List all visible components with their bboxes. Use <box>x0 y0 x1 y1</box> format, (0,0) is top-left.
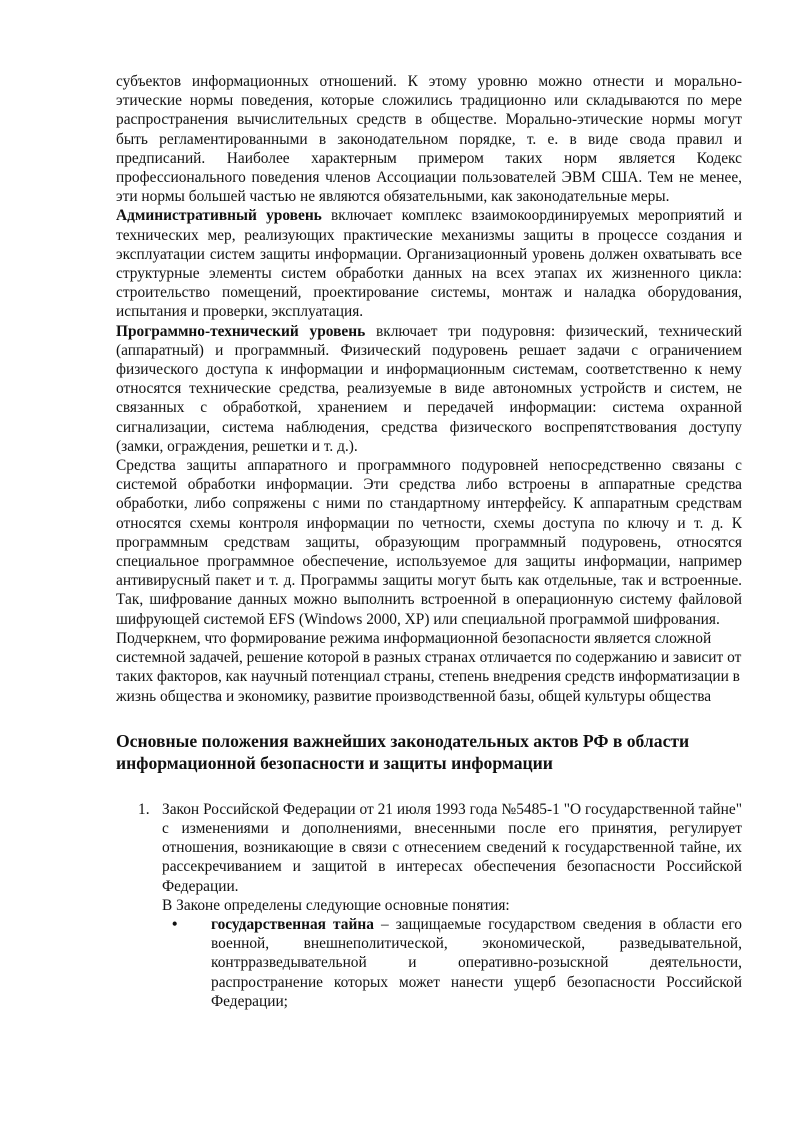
law-number: 1. <box>138 800 150 818</box>
definition-text: – защищаемые государством сведения в области его военной, внешнеполитической, экономической, разведывательной, контрразведывательной и оперативно-розыскной деятельности, распространение которых может нанести ущерб безопасности Российской Федерации; <box>211 915 742 1010</box>
bullet-icon: • <box>172 915 178 933</box>
conclusion-paragraph: Подчеркнем, что формирование режима информационной безопасности является сложной системной задачей, решение которой в разных странах отличается по содержанию и зависит от таких факторов, как научный потенциал страны, степень внедрения средств информатизации в жизнь общества и экономику, развитие производственной базы, общей культуры общества <box>116 629 742 705</box>
definitions-list <box>162 915 742 1011</box>
definition-term: государственная тайна <box>211 915 374 933</box>
tech-level-paragraph <box>116 322 742 456</box>
admin-level-paragraph <box>116 206 742 321</box>
admin-level-term: Административный уровень <box>116 207 322 225</box>
tech-level-term: Программно-технический уровень <box>116 322 366 340</box>
admin-level-text: включает комплекс взаимокоординируемых мероприятий и технических мер, реализующих практические механизмы защиты в процессе создания и эксплуатации систем защиты информации. Организационный уровень должен охватывать все структурные элементы систем обработки данных на всех этапах их жизненного цикла: строительство помещений, проектирование системы, монтаж и наладка оборудования, испытания и проверки, эксплуатация. <box>116 207 742 321</box>
concepts-intro: В Законе определены следующие основные понятия: <box>162 896 510 914</box>
definition-item <box>162 915 742 1011</box>
tech-level-text: включает три подуровня: физический, технический (аппаратный) и программный. Физический подуровень решает задачи с ограничением физического доступа к информации и информационным системам, соответственно к нему относятся технические средства, реализуемые в виде автономных устройств и систем, не связанных с обработкой, хранением и передачей информации: система охранной сигнализации, система наблюдения, средства физического воспрепятствования доступу (замки, ограждения, решетки и т. д.). <box>116 322 742 455</box>
document-page <box>116 72 742 1011</box>
laws-list <box>116 800 742 1011</box>
hw-sw-paragraph: Средства защиты аппаратного и программного подуровней непосредственно связаны с системой обработки информации. Эти средства либо встроены в аппаратные средства обработки, либо сопряжены с ними по стандартному интерфейсу. К аппаратным средствам относятся схемы контроля информации по четности, схемы доступа по ключу и т. д. К программным средствам защиты, образующим программный подуровень, относятся специальное программное обеспечение, используемое для защиты информации, например антивирусный пакет и т. д. Программы защиты могут быть как отдельные, так и встроенные. Так, шифрование данных можно выполнить встроенной в операционную систему файловой шифрующей системой EFS (Windows 2000, XP) или специальной программой шифрования. <box>116 457 742 628</box>
law-text: Закон Российской Федерации от 21 июля 1993 года №5485-1 "О государственной тайне" с изменениями и дополнениями, внесенными после его принятия, регулирует отношения, возникающие в связи с отнесением сведений к государственной тайне, их рассекречиванием и защитой в интересах обеспечения безопасности Российской Федерации. <box>162 800 742 895</box>
law-item <box>116 800 742 1011</box>
intro-paragraph: субъектов информационных отношений. К этому уровню можно отнести и морально-этические нормы поведения, которые сложились традиционно или складываются по мере распространения вычислительных средств в обществе. Морально-этические нормы могут быть регламентированными в законодательном порядке, т. е. в виде свода правил и предписаний. Наиболее характерным примером таких норм является Кодекс профессионального поведения членов Ассоциации пользователей ЭВМ США. Тем не менее, эти нормы большей частью не являются обязательными, как законодательные меры. <box>116 73 742 206</box>
section-heading: Основные положения важнейших законодательных актов РФ в области информационной безопасности и защиты информации <box>116 730 690 773</box>
